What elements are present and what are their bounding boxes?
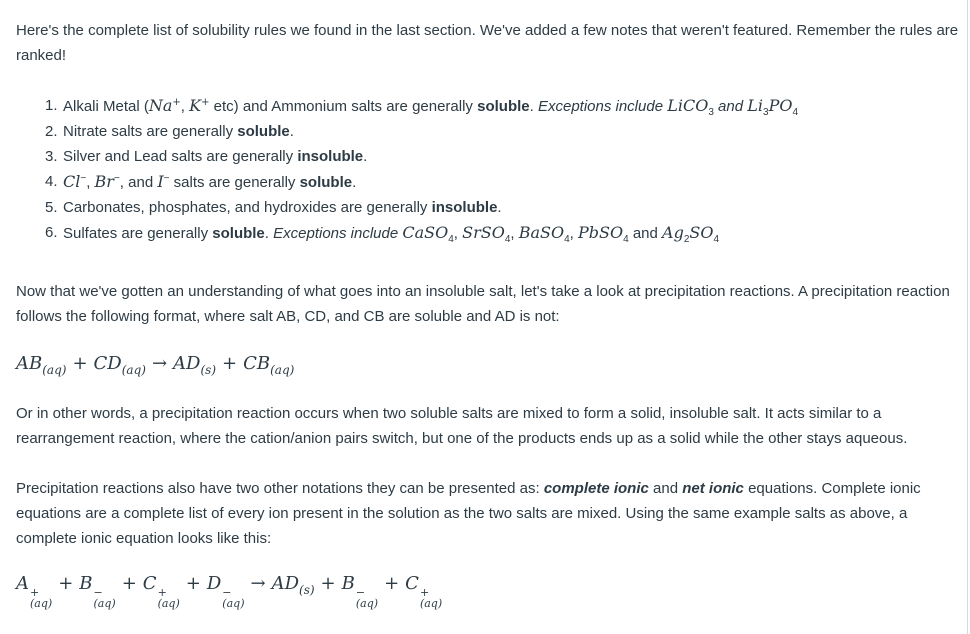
rule-1: 1. Alkali Metal (Na+, K+ etc) and Ammonium salts are generally soluble. Exceptions include LiCO$_3$ and $Li_3PO_4$ bbox=[45, 96, 799, 118]
rule-6: 6. Sulfates are generally soluble. Exceptions include CaSO$_4$, SrSO$_4$, BaSO$_4$, PbSO$_4$ and $Ag_2SO_4$ bbox=[45, 223, 720, 245]
intro-paragraph: Here's the complete list of solubility rules we found in the last section. We've added a few notes that weren't featured. Remember the rules are ranked! bbox=[16, 22, 959, 64]
rule-4: 4. Cl−, Br−, and I− salts are generally soluble. bbox=[45, 172, 357, 191]
precipitation-equation: $AB_{(aq)} + CD_{(aq)} \to AD_{(s)} + CB_{(aq)}$ bbox=[16, 353, 295, 377]
ionic-notation-paragraph: Precipitation reactions also have two other notations they can be presented as: complete ionic and net ionic equations. Complete ionic equations are a complete list of every ion present in the solution as the two salts are mixed. Using the same example salts as above, a complete ionic equation looks like this: bbox=[16, 480, 921, 547]
precipitation-intro-paragraph: Now that we've gotten an understanding of what goes into an insoluble salt, let's take a look at precipitation reactions. A precipitation reaction follows the following format, where salt AB, CD, and CB are soluble and AD is not: bbox=[16, 283, 950, 325]
rule-3: 3. Silver and Lead salts are generally insoluble. bbox=[45, 148, 368, 165]
explanation-paragraph: Or in other words, a precipitation reaction occurs when two soluble salts are mixed to form a solid, insoluble salt. It acts similar to a rearrangement reaction, where the cation/anion pairs switch, but one of the products ends up as a solid while the other stays aqueous. bbox=[16, 405, 908, 447]
rule-2: 2. Nitrate salts are generally soluble. bbox=[45, 123, 294, 140]
rule-5: 5. Carbonates, phosphates, and hydroxides are generally insoluble. bbox=[45, 199, 502, 216]
complete-ionic-equation: A + (aq) + B − (aq) + C + (aq) + D − (aq) → $AD_{(s)} + B$ − (aq) + C + (aq) bbox=[16, 573, 443, 610]
solubility-rules-list bbox=[16, 93, 967, 246]
